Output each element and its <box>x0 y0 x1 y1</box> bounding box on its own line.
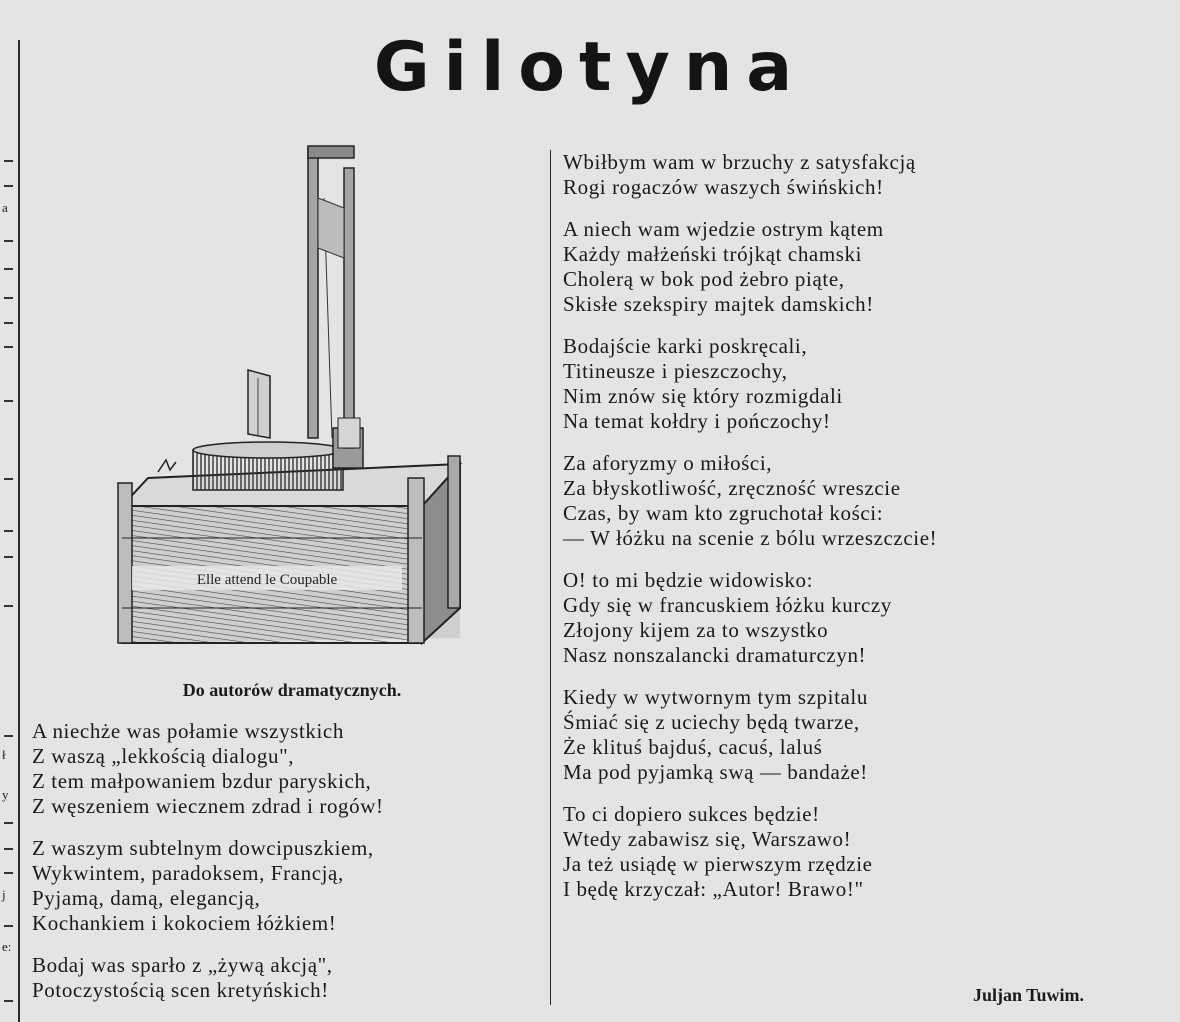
margin-dash <box>4 848 13 850</box>
adjacent-page-margin <box>0 0 16 1022</box>
page-edge-rule <box>18 40 20 1022</box>
margin-fragment: a <box>2 200 8 215</box>
verse-line: Każdy małżeński trójkąt chamski <box>563 242 863 266</box>
margin-dash <box>4 530 13 532</box>
verse-line: Złojony kijem za to wszystko <box>563 618 829 642</box>
verse-line: Potoczystością scen kretyńskich! <box>32 978 329 1002</box>
verse-line: Że klituś bajduś, cacuś, laluś <box>563 735 823 759</box>
margin-fragment: e: <box>2 939 12 954</box>
verse-line: Z waszym subtelnym dowcipuszkiem, <box>32 836 374 860</box>
stanza <box>563 217 937 317</box>
verse-line: Skisłe szekspiry majtek damskich! <box>563 292 874 316</box>
verse-line: Czas, by wam kto zgruchotał kości: <box>563 501 884 525</box>
verse-line: O! to mi będzie widowisko: <box>563 568 814 592</box>
stanza <box>563 451 937 551</box>
verse-line: Titineusze i pieszczochy, <box>563 359 788 383</box>
verse-line: Rogi rogaczów waszych świńskich! <box>563 175 884 199</box>
verse-line: Wtedy zabawisz się, Warszawo! <box>563 827 852 851</box>
stanza <box>32 953 384 1003</box>
margin-dash <box>4 322 13 324</box>
margin-dash <box>4 556 13 558</box>
verse-line: A niech wam wjedzie ostrym kątem <box>563 217 884 241</box>
stanza <box>563 568 937 668</box>
margin-fragment: j <box>2 887 6 902</box>
verse-line: Z tem małpowaniem bzdur paryskich, <box>32 769 372 793</box>
margin-dash <box>4 240 13 242</box>
verse-line: Cholerą w bok pod żebro piąte, <box>563 267 845 291</box>
verse-line: Pyjamą, damą, elegancją, <box>32 886 261 910</box>
verse-line: Za błyskotliwość, zręczność wreszcie <box>563 476 901 500</box>
margin-dash <box>4 822 13 824</box>
stanza <box>563 685 937 785</box>
margin-dash <box>4 735 13 737</box>
verse-line: Kiedy w wytwornym tym szpitalu <box>563 685 868 709</box>
stanza <box>32 719 384 819</box>
verse-line: Na temat kołdry i pończochy! <box>563 409 831 433</box>
verse-line: Z węszeniem wiecznem zdrad i rogów! <box>32 794 384 818</box>
left-poem <box>32 719 384 1020</box>
poem-dedication: Do autorów dramatycznych. <box>182 680 402 700</box>
verse-line: Kochankiem i kokociem łóżkiem! <box>32 911 337 935</box>
verse-line: To ci dopiero sukces będzie! <box>563 802 820 826</box>
right-poem <box>563 150 937 919</box>
verse-line: A niechże was połamie wszystkich <box>32 719 344 743</box>
plaque-text: Elle attend le Coupable <box>196 572 338 588</box>
margin-fragment: ł <box>2 747 6 762</box>
verse-line: — W łóżku na scenie z bólu wrzeszczcie! <box>563 526 938 550</box>
verse-line: Nasz nonszalancki dramaturczyn! <box>563 643 867 667</box>
author-signature: Juljan Tuwim. <box>972 985 1084 1005</box>
verse-line: Śmiać się z uciechy będą twarze, <box>563 710 860 734</box>
verse-line: Ma pod pyjamką swą — bandaże! <box>563 760 868 784</box>
verse-line: Gdy się w francuskiem łóżku kurczy <box>563 593 892 617</box>
guillotine-illustration <box>108 138 478 648</box>
margin-dash <box>4 268 13 270</box>
page-title: Gilotyna <box>373 28 807 107</box>
stanza <box>563 334 937 434</box>
verse-line: I będę krzyczał: „Autor! Brawo!" <box>563 877 864 901</box>
verse-line: Wbiłbym wam w brzuchy z satysfakcją <box>563 150 916 174</box>
verse-line: Bodajście karki poskręcali, <box>563 334 808 358</box>
verse-line: Ja też usiądę w pierwszym rzędzie <box>563 852 873 876</box>
margin-fragment: y <box>2 787 9 802</box>
stanza <box>563 802 937 902</box>
verse-line: Nim znów się który rozmigdali <box>563 384 843 408</box>
stanza <box>563 150 937 200</box>
margin-dash <box>4 346 13 348</box>
margin-dash <box>4 160 13 162</box>
margin-dash <box>4 605 13 607</box>
verse-line: Bodaj was sparło z „żywą akcją", <box>32 953 333 977</box>
column-divider <box>550 150 551 1005</box>
margin-dash <box>4 185 13 187</box>
margin-dash <box>4 1000 13 1002</box>
stanza <box>32 836 384 936</box>
verse-line: Za aforyzmy o miłości, <box>563 451 773 475</box>
verse-line: Z waszą „lekkością dialogu", <box>32 744 295 768</box>
margin-dash <box>4 872 13 874</box>
margin-dash <box>4 297 13 299</box>
margin-dash <box>4 925 13 927</box>
verse-line: Wykwintem, paradoksem, Francją, <box>32 861 344 885</box>
margin-dash <box>4 400 13 402</box>
margin-dash <box>4 478 13 480</box>
